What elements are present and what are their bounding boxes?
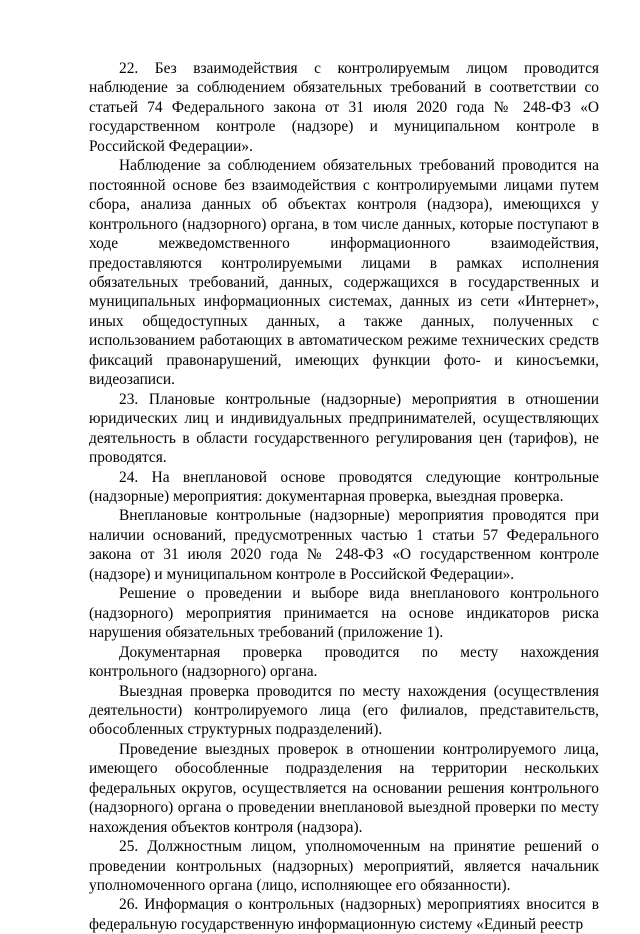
paragraph-24: 24. На внеплановой основе проводятся следующие контрольные (надзорные) мероприятия: документарная проверка, выездная проверка. (89, 468, 599, 505)
paragraph-22: 22. Без взаимодействия с контролируемым лицом проводится наблюдение за соблюдением обязательных требований в соответствии со статьей 74 Федерального закона от 31 июля 2020 года № 248-ФЗ «О государственном контроле (надзоре) и муниципальном контроле в Российской Федерации». (89, 60, 599, 155)
paragraph-onsite-branches: Проведение выездных проверок в отношении контролируемого лица, имеющего обособленные подразделения на территории нескольких федеральных округов, осуществляется на основании решения контрольного (надзорного) органа о проведении внеплановой выездной проверки по месту нахождения объектов контроля (надзора). (89, 740, 599, 836)
paragraph-documentary-check: Документарная проверка проводится по месту нахождения контрольного (надзорного) органа. (89, 643, 599, 681)
paragraph-26: 26. Информация о контрольных (надзорных) мероприятиях вносится в федеральную государственную информационную систему «Единый реестр (89, 896, 599, 933)
paragraph-unplanned-grounds: Внеплановые контрольные (надзорные) мероприятия проводятся при наличии оснований, предусмотренных частью 1 статьи 57 Федерального закона от 31 июля 2020 года № 248-ФЗ «О государственном контроле (надзоре) и муниципальном контроле в Российской Федерации». (89, 507, 599, 583)
paragraph-25: 25. Должностным лицом, уполномоченным на принятие решений о проведении контрольных (надзорных) мероприятий, является начальник уполномоченного органа (лицо, исполняющее его обязанности). (89, 838, 599, 895)
paragraph-onsite-check: Выездная проверка проводится по месту нахождения (осуществления деятельности) контролируемого лица (его филиалов, представительств, обособленных структурных подразделений). (89, 682, 599, 739)
paragraph-observation: Наблюдение за соблюдением обязательных требований проводится на постоянной основе без взаимодействия с контролируемыми лицами путем сбора, анализа данных об объектах контроля (надзора), имеющихся у контрольного (надзорного) органа, в том числе данных, которые поступают в ходе межведомственного информационного взаимодействия, предоставляются контролируемыми лицами в рамках исполнения обязательных требований, данных, содержащихся в государственных и муниципальных информационных системах, данных из сети «Интернет», иных общедоступных данных, а также данных, полученных с использованием работающих в автоматическом режиме технических средств фиксаций правонарушений, имеющих функции фото- и киносъемки, видеозаписи. (89, 157, 599, 389)
paragraph-23: 23. Плановые контрольные (надзорные) мероприятия в отношении юридических лиц и индивидуальных предпринимателей, осуществляющих деятельность в области государственного регулирования цен (тарифов), не проводятся. (89, 390, 599, 467)
paragraph-decision: Решение о проведении и выборе вида внепланового контрольного (надзорного) мероприятия принимается на основе индикаторов риска нарушения обязательных требований (приложение 1). (89, 585, 599, 642)
document-body (89, 59, 599, 934)
